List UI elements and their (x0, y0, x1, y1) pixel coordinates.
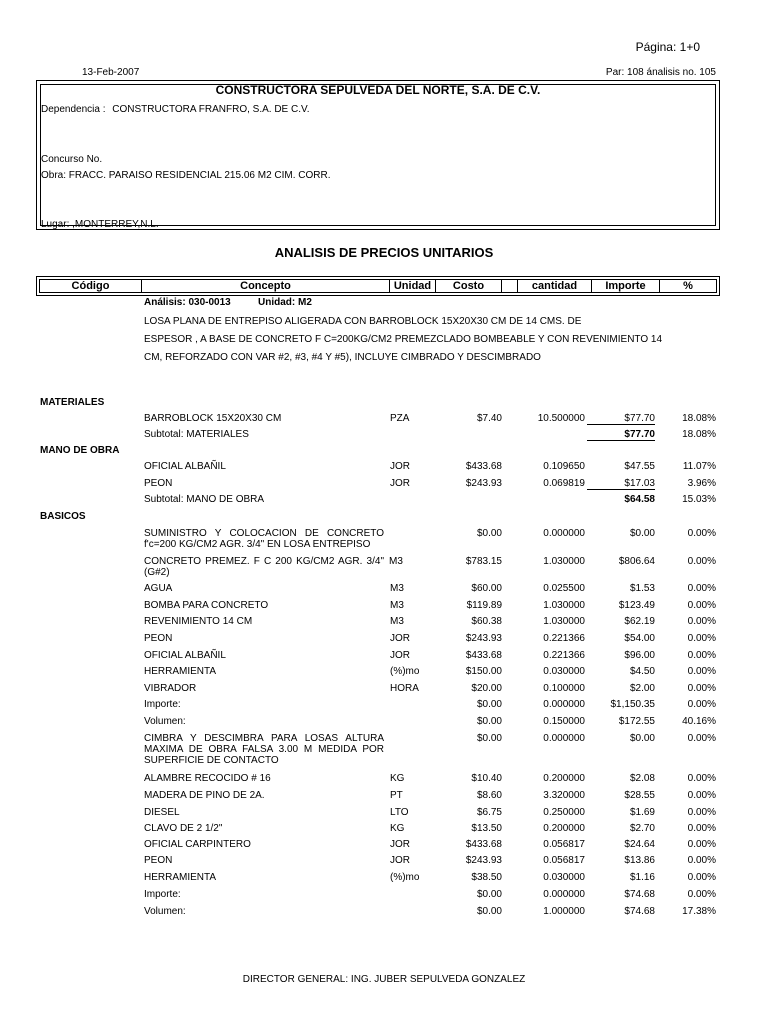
dependencia-label: Dependencia : (41, 104, 106, 115)
row-desc: OFICIAL ALBAÑIL (144, 650, 226, 661)
row-unit: M3 (389, 556, 403, 567)
row-qty: 0.200000 (543, 823, 585, 834)
row-unit: JOR (390, 650, 410, 661)
col-costo: Costo (436, 280, 502, 292)
row-desc: Volumen: (144, 906, 186, 917)
row-qty: 0.056817 (543, 855, 585, 866)
footer-signature: DIRECTOR GENERAL: ING. JUBER SEPULVEDA GONZALEZ (242, 974, 526, 985)
row-unit: JOR (390, 478, 410, 489)
row-pct: 17.38% (682, 906, 716, 917)
row-cost: $7.40 (476, 413, 502, 424)
row-cost: $8.60 (476, 790, 502, 801)
row-importe: $123.49 (618, 600, 655, 611)
row-cost: $433.68 (465, 839, 502, 850)
subtotal-label: Subtotal: MATERIALES (144, 429, 249, 440)
row-qty: 0.200000 (543, 773, 585, 784)
section-mano-obra: MANO DE OBRA (40, 445, 120, 456)
dependencia-line (41, 104, 310, 115)
row-cost: $38.50 (471, 872, 502, 883)
col-codigo: Código (40, 280, 142, 292)
row-cost: $0.00 (476, 528, 502, 539)
col-concepto: Concepto (142, 280, 390, 292)
row-desc: AGUA (144, 583, 173, 594)
row-qty: 0.250000 (543, 807, 585, 818)
row-desc: REVENIMIENTO 14 CM (144, 616, 253, 627)
row-pct: 0.00% (687, 839, 716, 850)
row-unit: KG (390, 773, 405, 784)
col-cantidad: cantidad (518, 280, 592, 292)
header-box (36, 80, 720, 230)
row-desc: VIBRADOR (144, 683, 197, 694)
row-qty: 0.000000 (543, 889, 585, 900)
lugar-line: Lugar: ,MONTERREY,N.L. (41, 219, 159, 230)
row-qty: 1.000000 (543, 906, 585, 917)
row-importe: $1.53 (629, 583, 655, 594)
row-qty: 0.069819 (543, 478, 585, 489)
row-pct: 0.00% (687, 773, 716, 784)
row-desc: DIESEL (144, 807, 180, 818)
row-unit: KG (390, 823, 405, 834)
subtotal-pct: 15.03% (682, 494, 716, 505)
row-importe: $24.64 (624, 839, 655, 850)
row-desc: PEON (144, 478, 173, 489)
row-qty: 1.030000 (543, 616, 585, 627)
row-pct: 40.16% (682, 716, 716, 727)
row-cost: $150.00 (465, 666, 502, 677)
analysis-description (144, 313, 704, 367)
row-importe: $62.19 (624, 616, 655, 627)
row-pct: 0.00% (687, 733, 716, 744)
row-cost: $433.68 (465, 461, 502, 472)
row-unit: PZA (390, 413, 410, 424)
row-importe: $54.00 (624, 633, 655, 644)
col-unidad: Unidad (390, 280, 436, 292)
obra-line: Obra: FRACC. PARAISO RESIDENCIAL 215.06 M2 CIM. CORR. (41, 170, 331, 181)
subtotal-importe: $64.58 (624, 494, 655, 505)
row-cost: $0.00 (476, 889, 502, 900)
row-qty: 3.320000 (543, 790, 585, 801)
row-qty: 0.000000 (543, 528, 585, 539)
section-materiales: MATERIALES (40, 397, 105, 408)
row-pct: 0.00% (687, 823, 716, 834)
row-cost: $0.00 (476, 716, 502, 727)
row-unit: JOR (390, 855, 410, 866)
row-unit: (%)mo (390, 872, 420, 883)
row-desc: BARROBLOCK 15X20X30 CM (144, 413, 282, 424)
row-pct: 0.00% (687, 556, 716, 567)
row-pct: 0.00% (687, 616, 716, 627)
row-desc: SUMINISTRO Y COLOCACION DE CONCRETO f'c=200 KG/CM2 AGR. 3/4" EN LOSA ENTREPISO (144, 528, 384, 550)
row-unit: (%)mo (390, 666, 420, 677)
row-importe: $74.68 (624, 906, 655, 917)
description-line: ESPESOR , A BASE DE CONCRETO F C=200KG/CM2 PREMEZCLADO BOMBEABLE Y CON REVENIMIENTO 14 (144, 334, 663, 345)
row-cost: $243.93 (465, 855, 502, 866)
row-unit: LTO (390, 807, 409, 818)
row-cost: $119.89 (466, 600, 502, 611)
row-qty: 1.030000 (543, 600, 585, 611)
row-cost: $10.40 (471, 773, 502, 784)
col-pct: % (683, 280, 693, 292)
analysis-unit: Unidad: M2 (258, 297, 312, 308)
row-unit: M3 (390, 583, 404, 594)
row-importe: $96.00 (624, 650, 655, 661)
column-header (36, 276, 720, 296)
row-cost: $243.93 (465, 633, 502, 644)
row-pct: 0.00% (687, 633, 716, 644)
col-spacer (502, 280, 518, 292)
row-importe: $2.08 (629, 773, 655, 784)
subtotal-importe: $77.70 (587, 429, 655, 441)
company-name: CONSTRUCTORA SEPULVEDA DEL NORTE, S.A. DE C.V. (215, 83, 541, 97)
row-desc: OFICIAL CARPINTERO (144, 839, 251, 850)
row-cost: $0.00 (476, 906, 502, 917)
row-pct: 0.00% (687, 855, 716, 866)
row-pct: 18.08% (682, 413, 716, 424)
row-cost: $243.93 (465, 478, 502, 489)
row-importe: $28.55 (624, 790, 655, 801)
description-line: CM, REFORZADO CON VAR #2, #3, #4 Y #5), INCLUYE CIMBRADO Y DESCIMBRADO (144, 352, 541, 363)
row-importe: $13.86 (624, 855, 655, 866)
row-unit: HORA (390, 683, 419, 694)
row-desc: HERRAMIENTA (144, 666, 217, 677)
subtotal-pct: 18.08% (682, 429, 716, 440)
row-pct: 0.00% (687, 889, 716, 900)
subtotal-label: Subtotal: MANO DE OBRA (144, 494, 265, 505)
row-unit: M3 (390, 616, 404, 627)
row-desc: CLAVO DE 2 1/2" (144, 823, 223, 834)
row-cost: $0.00 (476, 733, 502, 744)
row-pct: 11.07% (682, 461, 716, 472)
row-unit: JOR (390, 461, 410, 472)
row-pct: 3.96% (687, 478, 716, 489)
row-desc: Importe: (144, 889, 181, 900)
row-cost: $13.50 (471, 823, 502, 834)
report-title: ANALISIS DE PRECIOS UNITARIOS (274, 245, 494, 260)
row-importe: $1.69 (629, 807, 655, 818)
row-pct: 0.00% (687, 650, 716, 661)
row-importe: $77.70 (587, 413, 655, 425)
row-pct: 0.00% (687, 600, 716, 611)
row-pct: 0.00% (687, 699, 716, 710)
row-desc: Importe: (144, 699, 181, 710)
row-desc: PEON (144, 633, 173, 644)
section-basicos: BASICOS (40, 511, 86, 522)
row-cost: $433.68 (465, 650, 502, 661)
partida-analysis-number: Par: 108 ánalisis no. 105 (605, 67, 716, 78)
row-desc: CONCRETO PREMEZ. F C 200 KG/CM2 AGR. 3/4" (G#2) (144, 556, 384, 578)
row-importe: $1,150.35 (610, 699, 655, 710)
row-qty: 0.150000 (543, 716, 585, 727)
row-qty: 10.500000 (537, 413, 585, 424)
row-unit: PT (390, 790, 403, 801)
row-cost: $783.15 (465, 556, 502, 567)
row-qty: 0.030000 (543, 872, 585, 883)
row-cost: $60.38 (471, 616, 502, 627)
row-desc: HERRAMIENTA (144, 872, 217, 883)
row-desc: ALAMBRE RECOCIDO # 16 (144, 773, 271, 784)
row-importe: $17.03 (587, 478, 655, 490)
row-importe: $1.16 (629, 872, 655, 883)
row-importe: $2.70 (629, 823, 655, 834)
col-importe: Importe (592, 280, 660, 292)
row-desc: Volumen: (144, 716, 186, 727)
row-importe: $74.68 (624, 889, 655, 900)
row-desc: OFICIAL ALBAÑIL (144, 461, 226, 472)
row-pct: 0.00% (687, 528, 716, 539)
row-pct: 0.00% (687, 872, 716, 883)
row-unit: JOR (390, 839, 410, 850)
row-cost: $20.00 (471, 683, 502, 694)
row-qty: 0.056817 (543, 839, 585, 850)
row-importe: $172.55 (618, 716, 655, 727)
row-desc: CIMBRA Y DESCIMBRA PARA LOSAS ALTURA MAXIMA DE OBRA FALSA 3.00 M MEDIDA POR SUPERFICIE DE CONTACTO (144, 733, 384, 766)
row-qty: 0.000000 (543, 699, 585, 710)
row-qty: 0.221366 (543, 633, 585, 644)
row-unit: JOR (390, 633, 410, 644)
row-qty: 0.000000 (543, 733, 585, 744)
row-importe: $47.55 (624, 461, 655, 472)
row-unit: M3 (390, 600, 404, 611)
report-date: 13-Feb-2007 (82, 67, 140, 78)
row-importe: $806.64 (618, 556, 655, 567)
row-qty: 0.221366 (543, 650, 585, 661)
dependencia-value: CONSTRUCTORA FRANFRO, S.A. DE C.V. (112, 104, 310, 115)
row-desc: BOMBA PARA CONCRETO (144, 600, 269, 611)
row-importe: $0.00 (629, 733, 655, 744)
row-qty: 1.030000 (543, 556, 585, 567)
row-desc: PEON (144, 855, 173, 866)
row-qty: 0.109650 (543, 461, 585, 472)
row-pct: 0.00% (687, 666, 716, 677)
row-importe: $4.50 (629, 666, 655, 677)
row-importe: $0.00 (629, 528, 655, 539)
row-qty: 0.025500 (543, 583, 585, 594)
row-cost: $0.00 (476, 699, 502, 710)
row-desc: MADERA DE PINO DE 2A. (144, 790, 265, 801)
row-qty: 0.030000 (543, 666, 585, 677)
row-qty: 0.100000 (543, 683, 585, 694)
analysis-code: Análisis: 030-0013 (144, 297, 231, 308)
description-line: LOSA PLANA DE ENTREPISO ALIGERADA CON BARROBLOCK 15X20X30 CM DE 14 CMS. DE (144, 316, 582, 327)
row-cost: $6.75 (476, 807, 502, 818)
concurso-line: Concurso No. (41, 154, 103, 165)
row-cost: $60.00 (471, 583, 502, 594)
row-importe: $2.00 (629, 683, 655, 694)
row-pct: 0.00% (687, 790, 716, 801)
page-number: Página: 1+0 (635, 40, 700, 54)
row-pct: 0.00% (687, 683, 716, 694)
row-pct: 0.00% (687, 807, 716, 818)
row-pct: 0.00% (687, 583, 716, 594)
